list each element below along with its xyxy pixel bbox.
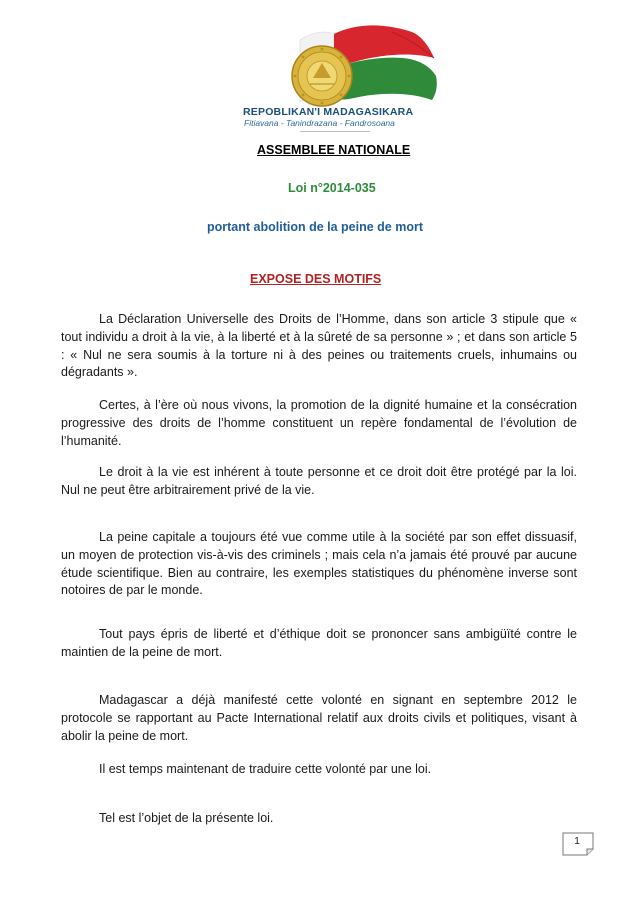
paragraph: La Déclaration Universelle des Droits de l’Homme, dans son article 3 stipule que « tout individu a droit à la vie, à la liberté et à la sûreté de sa personne » ; et dans son article 5 : « Nul ne sera soumis à la torture ni à des peines ou traitements cruels, inhumains ou dégradants ». xyxy=(61,312,577,380)
emblem-caption xyxy=(243,106,453,128)
section-title: EXPOSE DES MOTIFS xyxy=(250,272,382,286)
paragraph: Il est temps maintenant de traduire cette volonté par une loi. xyxy=(99,762,432,776)
law-number: Loi n°2014-035 xyxy=(288,181,376,195)
emblem-motto: Fitiavana - Tanindrazana - Fandrosoana xyxy=(244,118,395,128)
assembly-heading: ASSEMBLEE NATIONALE xyxy=(257,143,411,157)
paragraph: Le droit à la vie est inhérent à toute personne et ce droit doit être protégé par la loi. Nul ne peut être arbitrairement privé de la vie. xyxy=(61,465,577,497)
emblem-title: REPOBLIKAN'I MADAGASIKARA xyxy=(243,106,414,118)
law-subtitle: portant abolition de la peine de mort xyxy=(207,220,423,234)
page-number: 1 xyxy=(574,836,580,847)
paragraph: Tout pays épris de liberté et d’éthique doit se prononcer sans ambigüïté contre le maintien de la peine de mort. xyxy=(61,627,577,659)
paragraph: Tel est l’objet de la présente loi. xyxy=(99,811,274,825)
paragraph: Madagascar a déjà manifesté cette volonté en signant en septembre 2012 le protocole se rapportant au Pacte International relatif aux droits civils et politiques, visant à abolir la peine de mort. xyxy=(61,693,577,743)
emblem-divider xyxy=(300,131,370,132)
paragraph: La peine capitale a toujours été vue comme utile à la société par son effet dissuasif, un moyen de protection vis-à-vis des criminels ; mais cela n’a jamais été prouvé par aucune étude scientifique. Bien au contraire, les exemples statistiques du phénomène inverse sont notoires de par le monde. xyxy=(61,530,577,598)
paragraph: Certes, à l’ère où nous vivons, la promotion de la dignité humaine et la consécration progressive des droits de l’homme constituent un repère fondamental de l’évolution de l’humanité. xyxy=(61,398,577,448)
